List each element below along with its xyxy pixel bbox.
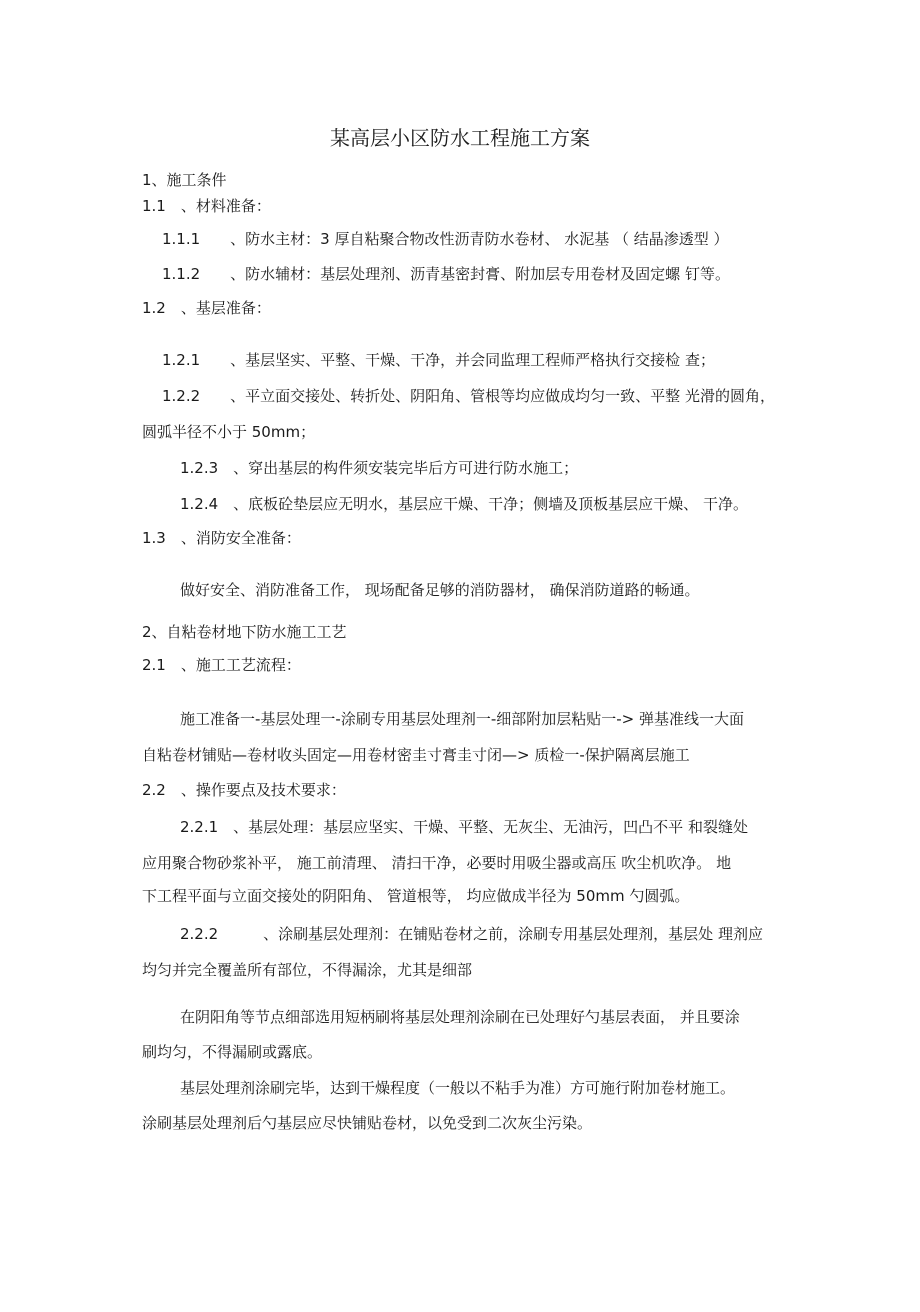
drying-paragraph-continued: 涂刷基层处理剂后勺基层应尽快铺贴卷材，以免受到二次灰尘污染。 [142, 1114, 593, 1132]
section-2-2-heading: 2.2 、操作要点及技术要求： [142, 781, 346, 799]
section-2-heading: 2、自粘卷材地下防水施工工艺 [142, 623, 347, 641]
drying-paragraph: 基层处理剂涂刷完毕，达到干燥程度（一般以不粘手为准）方可施行附加卷材施工。 [180, 1079, 736, 1097]
section-1-heading: 1、施工条件 [142, 171, 227, 189]
fire-safety-paragraph: 做好安全、消防准备工作， 现场配备足够的消防器材， 确保消防道路的畅通。 [180, 581, 700, 599]
item-2-2-1: 2.2.1 、基层处理：基层应坚实、干燥、平整、无灰尘、无油污，凹凸不平 和裂缝处 [180, 818, 748, 836]
item-1-2-2-continued: 圆弧半径不小于 50mm； [142, 423, 316, 441]
section-1-3-heading: 1.3 、消防安全准备： [142, 529, 301, 547]
item-2-2-1-continued-1: 应用聚合物砂浆补平， 施工前清理、 清扫干净，必要时用吸尘器或高压 吹尘机吹净。 地 [142, 854, 732, 872]
item-1-2-3: 1.2.3 、穿出基层的构件须安装完毕后方可进行防水施工； [180, 459, 579, 477]
corner-detail-paragraph: 在阴阳角等节点细部选用短柄刷将基层处理剂涂刷在已处理好勺基层表面， 并且要涂 [180, 1008, 740, 1026]
item-1-1-2: 1.1.2 、防水辅材：基层处理剂、沥青基密封膏、附加层专用卷材及固定螺 钉等。 [162, 265, 730, 283]
process-flow-line-2: 自粘卷材铺贴—卷材收头固定—用卷材密圭寸膏圭寸闭—> 质检一-保护隔离层施工 [142, 746, 690, 764]
item-2-2-2: 2.2.2 、涂刷基层处理剂：在铺贴卷材之前，涂刷专用基层处理剂，基层处 理剂应 [180, 925, 763, 943]
corner-detail-paragraph-continued: 刷均匀，不得漏刷或露底。 [142, 1043, 323, 1061]
item-1-2-2: 1.2.2 、平立面交接处、转折处、阴阳角、管根等均应做成均匀一致、平整 光滑的圆角， [162, 387, 775, 405]
document-title: 某高层小区防水工程施工方案 [330, 126, 590, 150]
item-2-2-2-continued: 均匀并完全覆盖所有部位，不得漏涂，尤其是细部 [142, 961, 473, 979]
item-1-2-1: 1.2.1 、基层坚实、平整、干燥、干净，并会同监理工程师严格执行交接检 查； [162, 351, 715, 369]
section-1-2-heading: 1.2 、基层准备： [142, 299, 271, 317]
item-1-2-4: 1.2.4 、底板砼垫层应无明水，基层应干燥、干净；侧墙及顶板基层应干燥、 干净。 [180, 495, 748, 513]
item-1-1-1: 1.1.1 、防水主材：3 厚自粘聚合物改性沥青防水卷材、 水泥基 （ 结晶渗透型 ） [162, 230, 729, 248]
section-2-1-heading: 2.1 、施工工艺流程： [142, 656, 301, 674]
process-flow-line-1: 施工准备一-基层处理一-涂刷专用基层处理剂一-细部附加层粘贴一-> 弹基准线一大面 [180, 710, 744, 728]
item-2-2-1-continued-2: 下工程平面与立面交接处的阴阳角、 管道根等， 均应做成半径为 50mm 勺圆弧。 [142, 887, 690, 905]
section-1-1-heading: 1.1 、材料准备： [142, 197, 271, 215]
